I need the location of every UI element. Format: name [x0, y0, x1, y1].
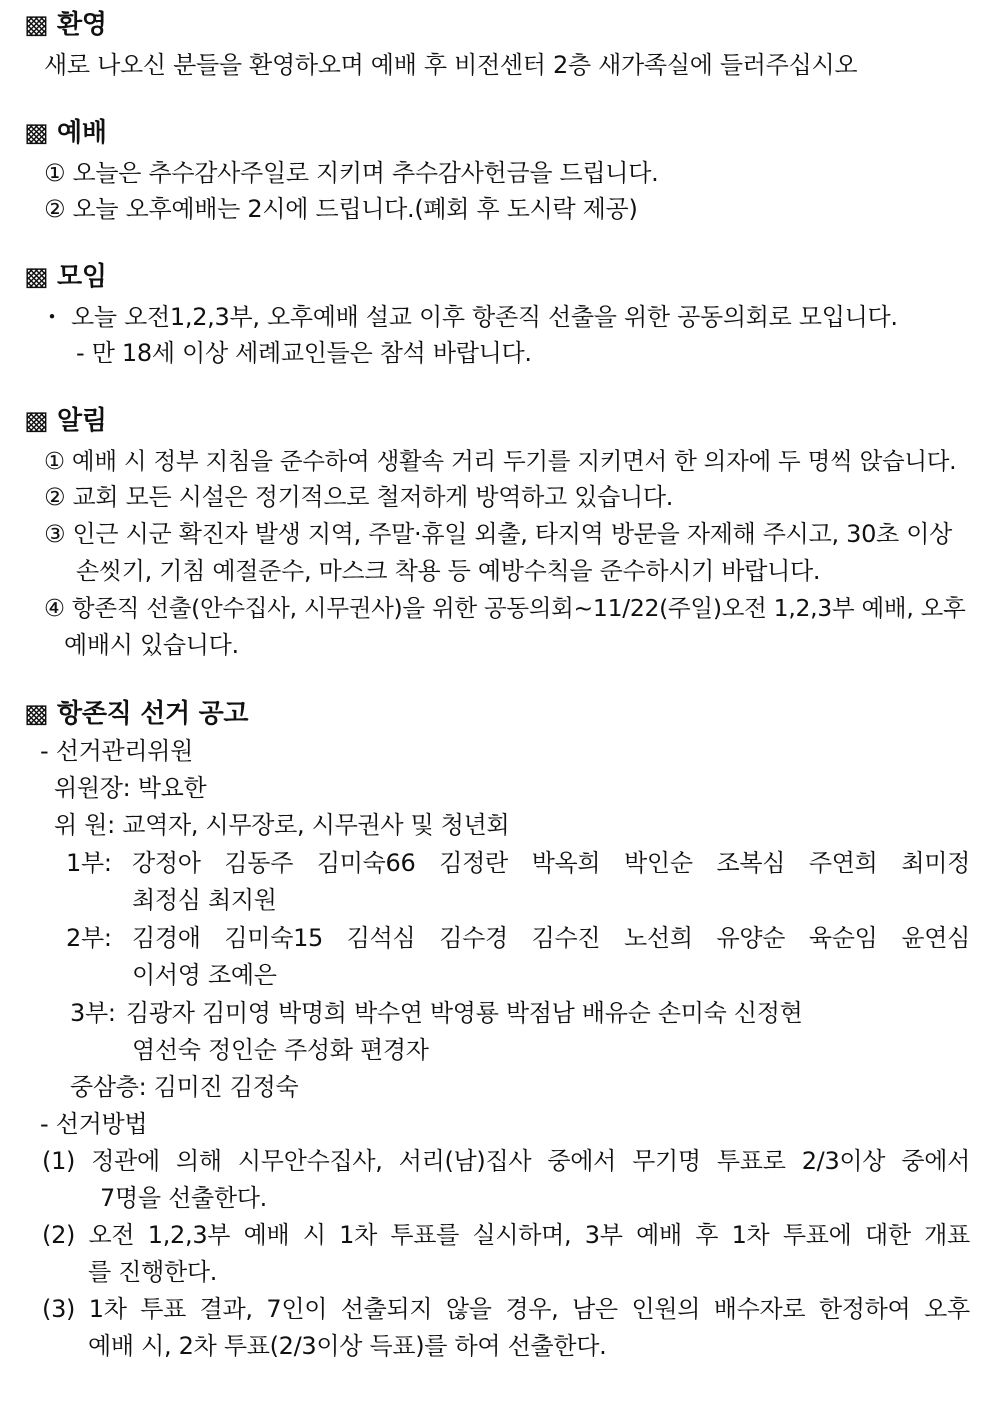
- group2-names-row1: [132, 921, 970, 955]
- group2-names-row2: 이서영 조예은: [132, 961, 277, 989]
- method-1-line1: [42, 1144, 970, 1178]
- method-word: 1차: [88, 1295, 127, 1323]
- group1-names-row1: [132, 846, 970, 880]
- method-word: (1): [42, 1147, 76, 1175]
- notice-item-3-cont: 손씻기, 기침 예절준수, 마스크 착용 등 예방수칙을 준수하시기 바랍니다.: [76, 557, 821, 585]
- group2-label: 2부:: [66, 924, 112, 952]
- notice-item-1: ① 예배 시 정부 지침을 준수하여 생활속 거리 두기를 지키면서 한 의자에 두 명씩 앉습니다.: [44, 447, 957, 475]
- name-item: 김경애: [132, 924, 201, 952]
- method-word: 후: [695, 1221, 719, 1249]
- method-word: 정관에: [91, 1147, 160, 1175]
- name-item: 김수경: [439, 924, 508, 952]
- method-3-line2: 예배 시, 2차 투표(2/3이상 득표)를 하여 선출한다.: [88, 1332, 607, 1360]
- name-item: 최미정: [901, 849, 970, 877]
- notice-item-2: ② 교회 모든 시설은 정기적으로 철저하게 방역하고 있습니다.: [44, 483, 674, 511]
- method-word: 결과,: [199, 1295, 253, 1323]
- name-item: 노선희: [624, 924, 693, 952]
- name-item: 박인순: [624, 849, 693, 877]
- method-word: 예배: [636, 1221, 682, 1249]
- committee-label: - 선거관리위원: [40, 737, 193, 765]
- committee-chair: 위원장: 박요한: [54, 774, 207, 802]
- method-2-line2: 를 진행한다.: [88, 1258, 218, 1286]
- method-word: 시: [302, 1221, 326, 1249]
- meeting-sub: - 만 18세 이상 세례교인들은 참석 바랍니다.: [76, 339, 532, 367]
- method-word: 1,2,3부: [147, 1221, 231, 1249]
- method-word: 오후: [924, 1295, 970, 1323]
- method-word: 인원의: [631, 1295, 701, 1323]
- method-word: 한정하여: [818, 1295, 911, 1323]
- method-word: 2/3이상: [801, 1147, 886, 1175]
- method-2-line1: [42, 1218, 970, 1252]
- method-word: 투표: [140, 1295, 186, 1323]
- section-notice-title: ▩ 알림: [24, 406, 107, 436]
- name-item: 주연희: [808, 849, 878, 877]
- middle-group: 중삼층: 김미진 김정숙: [70, 1073, 299, 1101]
- section-election-title: ▩ 항존직 선거 공고: [24, 699, 249, 729]
- name-item: 김정란: [439, 849, 508, 877]
- name-item: 강정아: [132, 849, 201, 877]
- method-word: 서리(남)집사: [398, 1147, 532, 1175]
- committee-members: 위 원: 교역자, 시무장로, 시무권사 및 청년회: [54, 811, 510, 839]
- method-word: 투표를: [390, 1221, 460, 1249]
- method-word: 예배: [243, 1221, 290, 1249]
- worship-item-1: ① 오늘은 추수감사주일로 지키며 추수감사헌금을 드립니다.: [44, 159, 659, 187]
- name-item: 김미숙15: [224, 924, 324, 952]
- group1-names-row2: 최정심 최지원: [132, 886, 277, 914]
- method-word: 1차: [339, 1221, 377, 1249]
- section-welcome-title: ▩ 환영: [24, 10, 107, 40]
- method-word: 중에서: [547, 1147, 617, 1175]
- method-1-line2: 7명을 선출한다.: [100, 1184, 267, 1212]
- notice-item-3: ③ 인근 시군 확진자 발생 지역, 주말·휴일 외출, 타지역 방문을 자제해 주시고, 30초 이상: [44, 520, 953, 548]
- meeting-bullet: ・ 오늘 오전1,2,3부, 오후예배 설교 이후 항존직 선출을 위한 공동의회로 모입니다.: [40, 303, 898, 331]
- name-item: 육순임: [808, 924, 878, 952]
- group3-label: 3부:: [70, 999, 116, 1027]
- method-word: 선출되지: [340, 1295, 433, 1323]
- method-word: 대한: [864, 1221, 911, 1249]
- method-word: 의해: [176, 1147, 222, 1175]
- group3-names-row1: 김광자 김미영 박명희 박수연 박영룡 박점남 배유순 손미숙 신정현: [126, 999, 803, 1027]
- method-word: 남은: [572, 1295, 618, 1323]
- method-word: 오전: [88, 1221, 135, 1249]
- name-item: 조복심: [716, 849, 786, 877]
- method-word: 시무안수집사,: [237, 1147, 383, 1175]
- name-item: 박옥희: [531, 849, 601, 877]
- name-item: 김동주: [224, 849, 294, 877]
- method-word: 않을: [445, 1295, 492, 1323]
- method-word: 무기명: [632, 1147, 701, 1175]
- name-item: 김미숙66: [316, 849, 416, 877]
- name-item: 김석심: [346, 924, 416, 952]
- worship-item-2: ② 오늘 오후예배는 2시에 드립니다.(폐회 후 도시락 제공): [44, 195, 638, 223]
- name-item: 유양순: [716, 924, 786, 952]
- group3-names-row2: 염선숙 정인순 주성화 편경자: [132, 1036, 429, 1064]
- method-word: 투표에: [782, 1221, 852, 1249]
- method-word: 3부: [584, 1221, 623, 1249]
- method-word: 중에서: [901, 1147, 970, 1175]
- method-label: - 선거방법: [40, 1110, 148, 1138]
- method-word: 개표: [924, 1221, 970, 1249]
- name-item: 윤연심: [901, 924, 970, 952]
- section-worship-title: ▩ 예배: [24, 118, 107, 148]
- method-word: (2): [42, 1221, 76, 1249]
- method-word: 7인이: [266, 1295, 328, 1323]
- notice-item-4-cont: 예배시 있습니다.: [64, 631, 239, 659]
- method-word: 1차: [731, 1221, 770, 1249]
- group1-label: 1부:: [66, 849, 112, 877]
- name-item: 김수진: [531, 924, 601, 952]
- method-word: 경우,: [505, 1295, 559, 1323]
- section-meeting-title: ▩ 모임: [24, 262, 107, 292]
- notice-item-4: ④ 항존직 선출(안수집사, 시무권사)을 위한 공동의회~11/22(주일)오전 1,2,3부 예배, 오후: [44, 594, 966, 622]
- method-word: 투표로: [716, 1147, 786, 1175]
- method-3-line1: [42, 1292, 970, 1326]
- method-word: (3): [42, 1295, 76, 1323]
- method-word: 배수자로: [713, 1295, 806, 1323]
- method-word: 실시하며,: [472, 1221, 572, 1249]
- welcome-text: 새로 나오신 분들을 환영하오며 예배 후 비전센터 2층 새가족실에 들러주십시오: [44, 51, 858, 79]
